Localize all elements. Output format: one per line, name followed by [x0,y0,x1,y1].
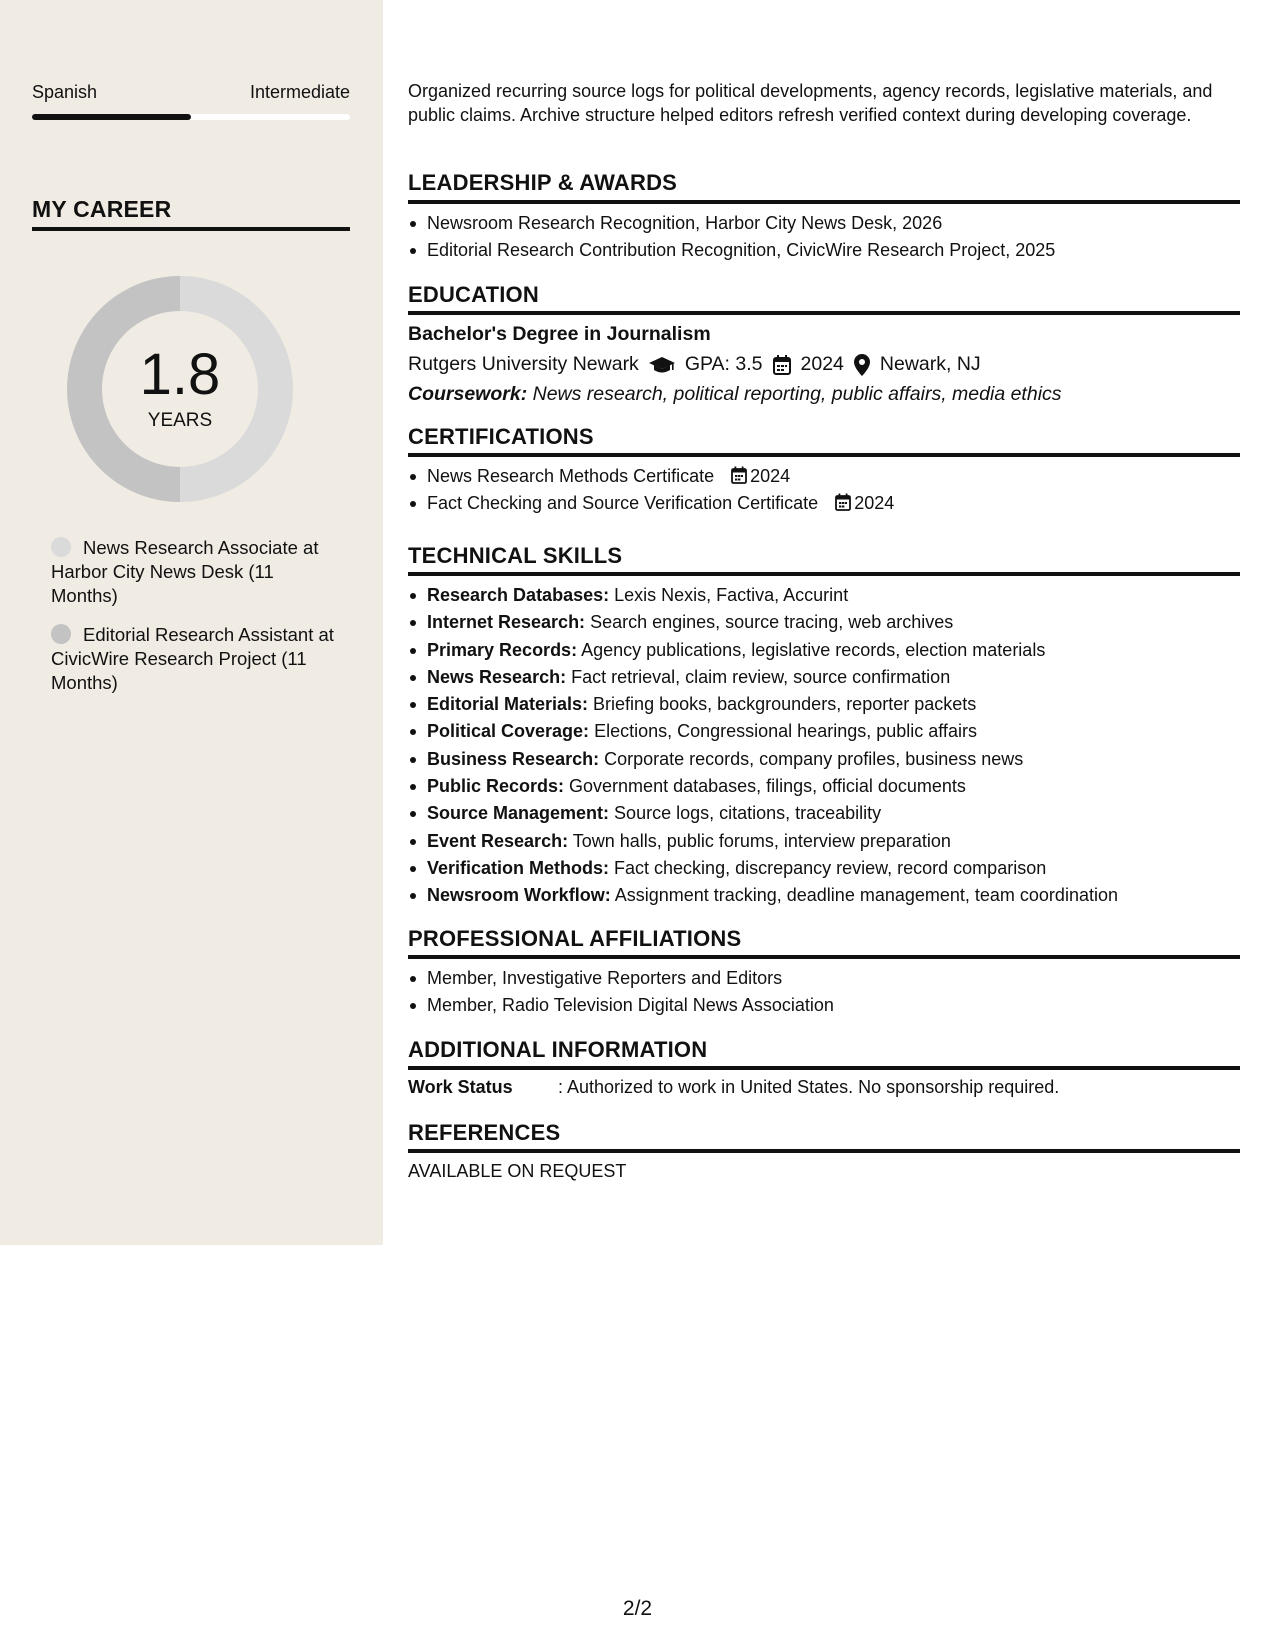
location-pin-icon [854,354,870,376]
education-school: Rutgers University Newark [408,353,639,375]
skill-label: Research Databases: [427,585,610,605]
affiliations-list [408,965,1240,1019]
career-heading: MY CAREER [32,196,172,222]
skill-item [408,882,1240,909]
skill-text: Town halls, public forums, interview preparation [568,830,951,851]
skill-item [408,828,1240,855]
calendar-icon [835,493,851,511]
skill-label: Public Records: [427,776,565,797]
section-title-technical-skills: TECHNICAL SKILLS [408,543,623,568]
skill-item [408,746,1240,773]
skill-text: Source logs, citations, traceability [609,803,882,824]
skill-item [408,691,1240,718]
skill-label: Event Research: [427,830,569,851]
skill-item [408,855,1240,882]
section-title-affiliations: PROFESSIONAL AFFILIATIONS [408,926,742,951]
education-year: 2024 [800,353,844,375]
section-rule [408,1066,1240,1070]
language-name: Spanish [32,82,98,102]
list-item: Editorial Research Contribution Recognition, CivicWire Research Project, 2025 [408,237,1240,264]
certification-name: News Research Methods Certificate [427,466,715,486]
skill-label: Newsroom Workflow: [427,885,611,906]
sidebar [0,0,383,1245]
skill-item [408,718,1240,745]
section-rule [408,955,1240,959]
career-job-text: News Research Associate at Harbor City News Desk (11 Months) [51,537,319,606]
language-proficiency-bar [32,114,350,120]
skill-label: Internet Research: [427,612,586,633]
skill-label: Business Research: [427,748,600,769]
education-degree: Bachelor's Degree in Journalism [408,323,711,345]
section-rule [408,311,1240,315]
skill-text: Fact retrieval, claim review, source confirmation [566,666,951,687]
graduation-cap-icon [649,355,675,375]
education-location: Newark, NJ [879,353,981,375]
section-title-education: EDUCATION [408,282,539,307]
leadership-list [408,210,1240,264]
skill-item [408,582,1240,609]
legend-dot [51,624,71,644]
skill-text: Fact checking, discrepancy review, record comparison [609,857,1047,878]
references-text: AVAILABLE ON REQUEST [408,1161,627,1181]
skill-text: Elections, Congressional hearings, public affairs [589,721,977,742]
list-item [408,490,1240,517]
education-details [408,353,981,376]
skill-label: Political Coverage: [427,721,590,742]
section-title-leadership: LEADERSHIP & AWARDS [408,170,678,195]
career-donut-chart [65,274,295,504]
skill-label: Primary Records: [427,639,578,660]
career-job-text: Editorial Research Assistant at CivicWire Research Project (11 Months) [51,624,334,693]
skills-list [408,582,1240,910]
career-total-value: 1.8 [139,342,221,407]
section-title-certifications: CERTIFICATIONS [408,424,594,449]
calendar-icon [731,466,747,484]
legend-dot [51,537,71,557]
language-level: Intermediate [249,82,350,102]
career-total-unit: YEARS [147,410,213,431]
career-heading-rule [32,227,350,231]
skill-label: Verification Methods: [427,857,610,878]
list-item: Newsroom Research Recognition, Harbor City News Desk, 2026 [408,210,1240,237]
certification-year: 2024 [854,493,895,513]
skill-text: Government databases, filings, official documents [564,776,966,797]
section-rule [408,453,1240,457]
language-proficiency-fill [32,114,191,120]
skill-item [408,609,1240,636]
section-rule [408,1149,1240,1153]
skill-text: Agency publications, legislative records, election materials [577,639,1046,660]
skill-item [408,800,1240,827]
page-number: 2/2 [622,1597,653,1620]
summary-paragraph: Organized recurring source logs for political developments, agency records, legislative materials, and public claims. Archive structure helped editors refresh verified context during developing coverage. [408,81,1213,125]
section-rule [408,200,1240,204]
skill-text: Lexis Nexis, Factiva, Accurint [609,585,849,605]
section-title-references: REFERENCES [408,1120,561,1145]
certification-year: 2024 [750,466,791,486]
certification-name: Fact Checking and Source Verification Certificate [427,493,819,513]
list-item: Member, Radio Television Digital News Association [408,992,1240,1019]
education-gpa: GPA: 3.5 [684,353,763,375]
certifications-list [408,463,1240,517]
skill-text: Briefing books, backgrounders, reporter packets [588,694,977,715]
list-item [408,463,1240,490]
calendar-icon [773,355,791,375]
skill-text: Search engines, source tracing, web archives [585,612,954,633]
section-title-additional-information: ADDITIONAL INFORMATION [408,1037,708,1062]
skill-label: Source Management: [427,803,610,824]
skill-item [408,637,1240,664]
section-rule [408,572,1240,576]
career-legend-item [51,536,341,608]
coursework-text: News research, political reporting, public affairs, media ethics [527,383,1062,405]
skill-text: Corporate records, company profiles, business news [599,748,1024,769]
skill-label: Editorial Materials: [427,694,589,715]
skill-label: News Research: [427,666,567,687]
language-row [32,82,350,104]
work-status-label: Work Status [408,1077,513,1097]
list-item: Member, Investigative Reporters and Editors [408,965,1240,992]
work-status-text: : Authorized to work in United States. No sponsorship required. [558,1077,1060,1097]
career-legend-item [51,623,341,695]
coursework-label: Coursework: [408,383,528,405]
skill-text: Assignment tracking, deadline management, team coordination [610,885,1118,906]
skill-item [408,773,1240,800]
education-coursework [408,383,1062,406]
skill-item [408,664,1240,691]
